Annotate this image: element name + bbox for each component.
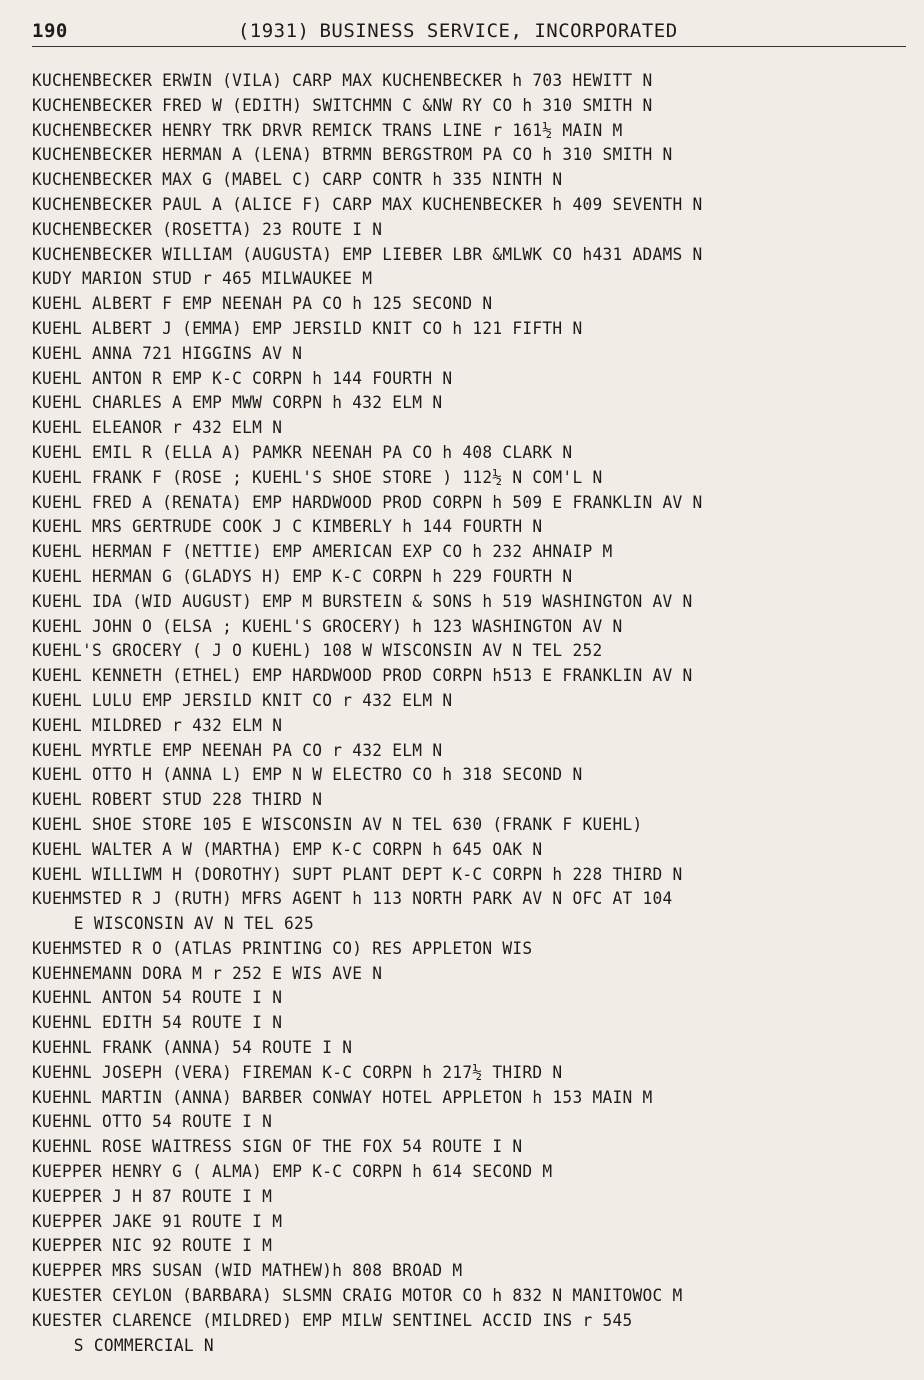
directory-entry: KUEHMSTED R J (RUTH) MFRS AGENT h 113 NORTH PARK AV N OFC AT 104 [32, 889, 673, 910]
directory-listing [32, 69, 906, 1358]
directory-entry: KUEHL ELEANOR r 432 ELM N [32, 418, 283, 439]
directory-entry: KUCHENBECKER WILLIAM (AUGUSTA) EMP LIEBER LBR &MLWK CO h431 ADAMS N [32, 244, 703, 265]
directory-entry: KUDY MARION STUD r 465 MILWAUKEE M [32, 269, 373, 290]
directory-entry: KUESTER CEYLON (BARBARA) SLSMN CRAIG MOTOR CO h 832 N MANITOWOC M [32, 1286, 683, 1307]
directory-entry: KUEHL CHARLES A EMP MWW CORPN h 432 ELM N [32, 393, 443, 414]
directory-entry: KUCHENBECKER PAUL A (ALICE F) CARP MAX KUCHENBECKER h 409 SEVENTH N [32, 194, 703, 215]
header-year: (1931) [237, 20, 310, 42]
directory-entry: KUEHL FRED A (RENATA) EMP HARDWOOD PROD CORPN h 509 E FRANKLIN AV N [32, 492, 703, 513]
directory-entry: KUESTER CLARENCE (MILDRED) EMP MILW SENTINEL ACCID INS r 545 [32, 1310, 633, 1331]
directory-entry: KUEHL WILLIWM H (DOROTHY) SUPT PLANT DEPT K-C CORPN h 228 THIRD N [32, 864, 683, 885]
directory-entry: KUEHL MRS GERTRUDE COOK J C KIMBERLY h 144 FOURTH N [32, 517, 543, 538]
directory-entry: KUEHNL JOSEPH (VERA) FIREMAN K-C CORPN h 217½ THIRD N [32, 1062, 563, 1083]
directory-entry: KUEHL WALTER A W (MARTHA) EMP K-C CORPN h 645 OAK N [32, 839, 543, 860]
directory-entry: KUEHL HERMAN F (NETTIE) EMP AMERICAN EXP CO h 232 AHNAIP M [32, 542, 613, 563]
directory-entry: KUEPPER MRS SUSAN (WID MATHEW)h 808 BROAD M [32, 1261, 463, 1282]
directory-entry: KUEHL MYRTLE EMP NEENAH PA CO r 432 ELM N [32, 740, 443, 761]
directory-entry: KUEHL FRANK F (ROSE ; KUEHL'S SHOE STORE ) 112½ N COM'L N [32, 467, 603, 488]
directory-entry: KUEHNEMANN DORA M r 252 E WIS AVE N [32, 963, 383, 984]
directory-entry: KUCHENBECKER HENRY TRK DRVR REMICK TRANS LINE r 161½ MAIN M [32, 120, 623, 141]
directory-entry: KUEHNL OTTO 54 ROUTE I N [32, 1112, 273, 1133]
directory-entry: KUEHL JOHN O (ELSA ; KUEHL'S GROCERY) h 123 WASHINGTON AV N [32, 616, 623, 637]
directory-entry: KUEHL ROBERT STUD 228 THIRD N [32, 790, 323, 811]
directory-entry: KUEHL ANNA 721 HIGGINS AV N [32, 343, 303, 364]
directory-entry: KUEHNL ANTON 54 ROUTE I N [32, 988, 283, 1009]
directory-entry: KUEPPER NIC 92 ROUTE I M [32, 1236, 273, 1257]
directory-entry-continuation: S COMMERCIAL N [73, 1335, 214, 1356]
directory-entry: KUEHL ALBERT J (EMMA) EMP JERSILD KNIT CO h 121 FIFTH N [32, 318, 583, 339]
directory-entry: KUEHL HERMAN G (GLADYS H) EMP K-C CORPN h 229 FOURTH N [32, 566, 573, 587]
directory-entry: KUEPPER JAKE 91 ROUTE I M [32, 1211, 283, 1232]
directory-entry: KUEHL LULU EMP JERSILD KNIT CO r 432 ELM N [32, 690, 453, 711]
directory-entry: KUEHNL ROSE WAITRESS SIGN OF THE FOX 54 ROUTE I N [32, 1137, 523, 1158]
directory-entry: KUEHL KENNETH (ETHEL) EMP HARDWOOD PROD CORPN h513 E FRANKLIN AV N [32, 666, 693, 687]
directory-entry: KUCHENBECKER FRED W (EDITH) SWITCHMN C &NW RY CO h 310 SMITH N [32, 95, 653, 116]
directory-entry: KUEHMSTED R O (ATLAS PRINTING CO) RES APPLETON WIS [32, 938, 533, 959]
directory-entry: KUEPPER HENRY G ( ALMA) EMP K-C CORPN h 614 SECOND M [32, 1162, 553, 1183]
directory-entry: KUEPPER J H 87 ROUTE I M [32, 1186, 273, 1207]
directory-entry: KUEHNL FRANK (ANNA) 54 ROUTE I N [32, 1038, 353, 1059]
directory-entry: KUEHL SHOE STORE 105 E WISCONSIN AV N TEL 630 (FRANK F KUEHL) [32, 814, 643, 835]
directory-entry-continuation: E WISCONSIN AV N TEL 625 [73, 914, 315, 935]
directory-entry: KUEHNL EDITH 54 ROUTE I N [32, 1013, 283, 1034]
directory-entry: KUCHENBECKER MAX G (MABEL C) CARP CONTR h 335 NINTH N [32, 170, 563, 191]
directory-entry: KUCHENBECKER ERWIN (VILA) CARP MAX KUCHENBECKER h 703 HEWITT N [32, 71, 653, 91]
directory-entry: KUEHL ANTON R EMP K-C CORPN h 144 FOURTH N [32, 368, 453, 389]
directory-entry: KUEHNL MARTIN (ANNA) BARBER CONWAY HOTEL APPLETON h 153 MAIN M [32, 1087, 653, 1108]
page-number: 190 [32, 20, 68, 42]
directory-entry: KUCHENBECKER (ROSETTA) 23 ROUTE I N [32, 219, 383, 240]
directory-entry: KUEHL IDA (WID AUGUST) EMP M BURSTEIN & SONS h 519 WASHINGTON AV N [32, 591, 693, 612]
directory-entry: KUEHL MILDRED r 432 ELM N [32, 715, 283, 736]
directory-entry: KUEHL'S GROCERY ( J O KUEHL) 108 W WISCONSIN AV N TEL 252 [32, 641, 603, 662]
directory-entry: KUEHL ALBERT F EMP NEENAH PA CO h 125 SECOND N [32, 294, 493, 315]
page-header [32, 20, 906, 47]
directory-entry: KUEHL EMIL R (ELLA A) PAMKR NEENAH PA CO h 408 CLARK N [32, 442, 573, 463]
directory-entry: KUEHL OTTO H (ANNA L) EMP N W ELECTRO CO h 318 SECOND N [32, 765, 583, 786]
header-publisher: BUSINESS SERVICE, INCORPORATED [319, 20, 678, 42]
directory-entry: KUCHENBECKER HERMAN A (LENA) BTRMN BERGSTROM PA CO h 310 SMITH N [32, 145, 673, 166]
